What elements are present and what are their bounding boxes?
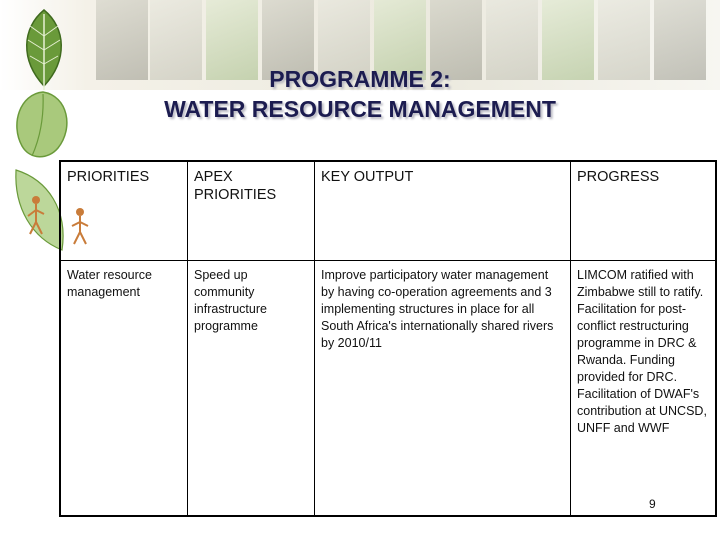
cell-key-output: Improve participatory water management by having co-operation agreements and 3 implementing structures in place for all South Africa's internationally shared rivers by 2010/11: [315, 261, 571, 517]
title-line-2: WATER RESOURCE MANAGEMENT: [164, 96, 556, 122]
table-row: [60, 261, 716, 517]
programme-table: [59, 160, 717, 517]
title-line-1: PROGRAMME 2:: [269, 66, 451, 92]
page-number: 9: [649, 497, 656, 511]
header-key-output: KEY OUTPUT: [315, 161, 571, 261]
header-progress: PROGRESS: [571, 161, 717, 261]
header-apex-priorities: APEX PRIORITIES: [188, 161, 315, 261]
cell-apex-priority: Speed up community infrastructure programme: [188, 261, 315, 517]
cell-priority: Water resource management: [60, 261, 188, 517]
header-priorities: PRIORITIES: [60, 161, 188, 261]
photo-tile: [654, 0, 706, 80]
table-header-row: [60, 161, 716, 261]
cell-progress: LIMCOM ratified with Zimbabwe still to ratify. Facilitation for post-conflict restructuring programme in DRC & Rwanda. Funding provided for DRC. Facilitation of DWAF's contribution at UNCSD, UNFF and WWF: [571, 261, 717, 517]
slide-title: [60, 64, 660, 124]
